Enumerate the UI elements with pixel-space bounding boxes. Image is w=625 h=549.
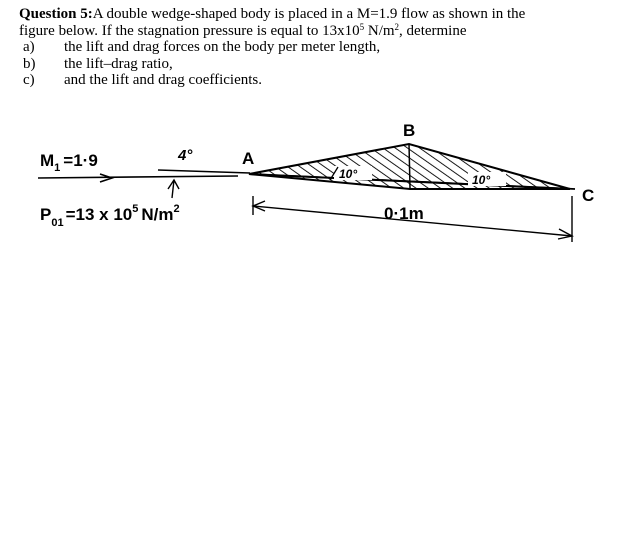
angle-of-attack-label: 4°	[178, 147, 193, 164]
point-a-label: A	[242, 149, 255, 168]
list-item-text: the lift and drag forces on the body per meter length,	[64, 39, 381, 55]
front-angle-label: 10°	[339, 167, 358, 181]
rear-angle-label: 10°	[472, 173, 491, 187]
point-b-label: B	[403, 121, 416, 140]
list-marker: a)	[23, 39, 35, 55]
question-label: Question 5:	[19, 6, 93, 22]
flow-arrow-line	[38, 176, 238, 178]
point-c-label: C	[582, 186, 595, 205]
question-line2-end: , determine	[399, 22, 467, 39]
exponent: 5	[359, 21, 365, 32]
exponent: 2	[394, 21, 400, 32]
list-marker: b)	[23, 55, 36, 72]
angle-arrow	[168, 180, 179, 198]
dimension-arrow-right	[558, 229, 572, 239]
list-marker: c)	[23, 72, 35, 88]
list-item-text: and the lift and drag coefficients.	[64, 72, 262, 88]
pressure-label: $P_{01} =13$ x $10^5$ $N/m^2$	[40, 203, 180, 229]
list-item-text: the lift–drag ratio,	[64, 55, 173, 72]
chord-length-label: 0·1m	[384, 204, 424, 223]
question-line2-text: figure below. If the stagnation pressure is equal to 13x10	[19, 22, 360, 39]
mach-label: $M_1 =1\cdot 9$	[40, 151, 98, 174]
question-line2-unit: N/m	[364, 22, 395, 39]
angle-reference-line	[158, 170, 250, 173]
question-line1-text: A double wedge-shaped body is placed in a M=1.9 flow as shown in the	[92, 6, 526, 22]
